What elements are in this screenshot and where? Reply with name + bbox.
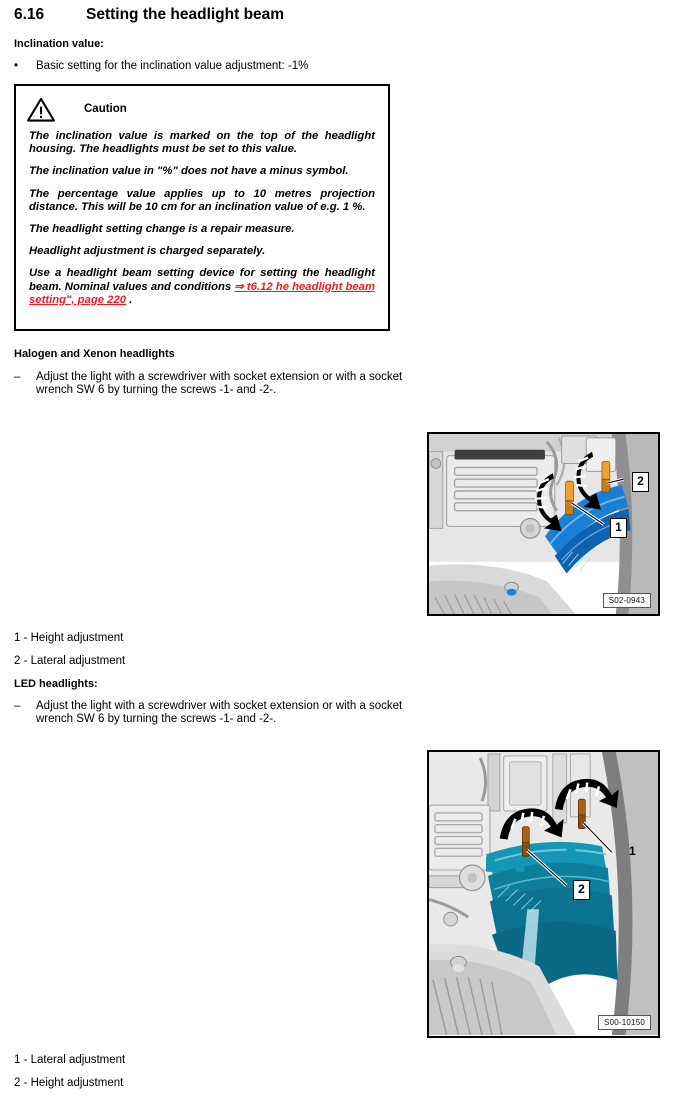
- led-legend-item-2: 2 - Height adjustment: [14, 1077, 124, 1089]
- led-instruction-text: Adjust the light with a screwdriver with socket extension or with a socket wrench SW 6 by turning the screws -1- and -2-.: [36, 700, 403, 726]
- callout-1: 1: [610, 518, 627, 538]
- inclination-heading: Inclination value:: [14, 38, 104, 50]
- halogen-legend-item-1: 1 - Height adjustment: [14, 632, 124, 644]
- led-heading: LED headlights:: [14, 678, 98, 690]
- caution-paragraph: The headlight setting change is a repair measure.: [29, 223, 295, 236]
- adjuster-screw-1: [566, 481, 574, 514]
- halogen-heading: Halogen and Xenon headlights: [14, 348, 175, 360]
- caution-body: [16, 124, 388, 307]
- inclination-bullet: [14, 60, 414, 74]
- caution-paragraph: The inclination value in "%" does not have a minus symbol.: [29, 165, 349, 178]
- caution-reference-paragraph: [29, 267, 375, 307]
- led-figure-illustration: [429, 752, 658, 1035]
- dash-marker: –: [14, 700, 21, 712]
- caution-reference-suffix: .: [126, 293, 133, 306]
- caution-paragraph: The percentage value applies up to 10 metres projection distance. This will be 10 cm for an inclination value of e.g. 1 %.: [29, 187, 375, 213]
- callout-2: 2: [632, 472, 649, 492]
- callout-2: 2: [573, 880, 590, 900]
- caution-label: Caution: [84, 103, 127, 115]
- led-instruction: [14, 700, 414, 726]
- caution-reference-prefix: Use a headlight beam setting device for setting the headlight beam. Nominal values and conditions: [29, 267, 375, 293]
- figure-code: S00-10150: [598, 1015, 651, 1030]
- led-legend-item-1: 1 - Lateral adjustment: [14, 1054, 126, 1066]
- caution-box: [14, 84, 390, 331]
- halogen-instruction: [14, 371, 414, 397]
- halogen-instruction-text: Adjust the light with a screwdriver with socket extension or with a socket wrench SW 6 by turning the screws -1- and -2-.: [36, 371, 403, 397]
- caution-header: [16, 86, 388, 124]
- warning-triangle-icon: [26, 97, 56, 122]
- adjuster-screw-2: [602, 462, 610, 492]
- cross-reference-link[interactable]: ⇒ t6.12 he headlight beam setting", page 220: [29, 280, 375, 306]
- caution-paragraph: Headlight adjustment is charged separately.: [29, 245, 266, 258]
- caution-paragraph: The inclination value is marked on the top of the headlight housing. The headlights must be set to this value.: [29, 130, 375, 156]
- figure-code: S02-0943: [603, 593, 651, 608]
- halogen-legend-item-2: 2 - Lateral adjustment: [14, 655, 126, 667]
- led-figure: [427, 750, 660, 1038]
- callout-1: 1: [629, 844, 636, 858]
- bullet-marker: •: [14, 60, 19, 72]
- dash-marker: –: [14, 371, 21, 383]
- section-title: Setting the headlight beam: [86, 6, 285, 23]
- inclination-bullet-text: Basic setting for the inclination value adjustment: -1%: [36, 60, 309, 72]
- halogen-figure: [427, 432, 660, 616]
- page-title: [14, 6, 434, 24]
- section-number: 6.16: [14, 6, 45, 23]
